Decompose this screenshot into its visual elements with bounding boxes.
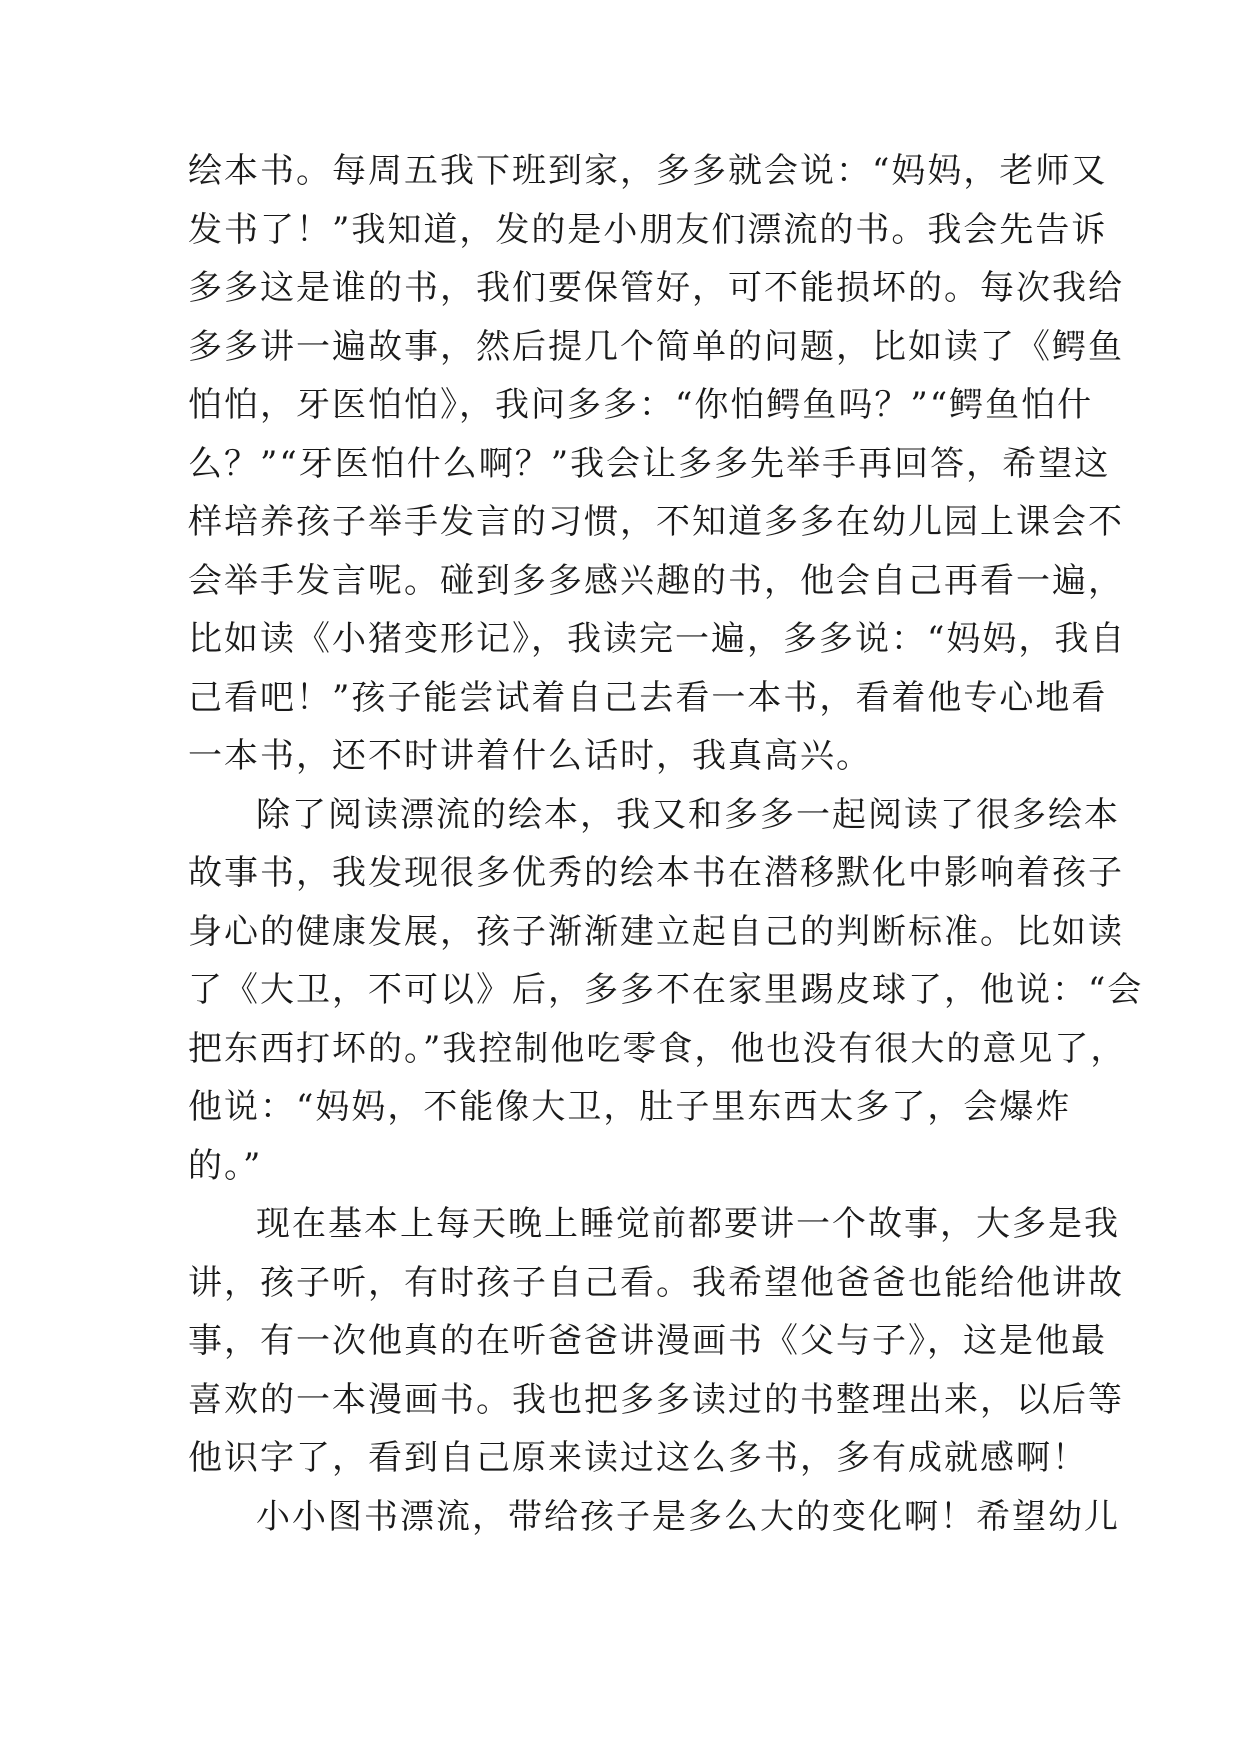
text-line: 怕怕，牙医怕怕》，我问多多：“你怕鳄鱼吗？”“鳄鱼怕什 — [188, 385, 1094, 425]
text-line: 除了阅读漂流的绘本，我又和多多一起阅读了很多绘本 — [256, 794, 1120, 835]
text-line: 么？”“牙医怕什么啊？”我会让多多先举手再回答，希望这 — [188, 443, 1111, 484]
text-line: 绘本书。每周五我下班到家，多多就会说：“妈妈，老师又 — [188, 151, 1108, 191]
body-text — [188, 142, 1144, 1546]
text-line: 讲，孩子听，有时孩子自己看。我希望他爸爸也能给他讲故 — [188, 1262, 1124, 1303]
text-line: 现在基本上每天晚上睡觉前都要讲一个故事，大多是我 — [256, 1204, 1120, 1244]
text-line: 己看吧！”孩子能尝试着自己去看一本书，看着他专心地看 — [188, 677, 1108, 718]
text-line: 把东西打坏的。”我控制他吃零食，他也没有很大的意见了， — [188, 1028, 1127, 1069]
text-line: 比如读《小猪变形记》，我读完一遍，多多说：“妈妈，我自 — [188, 619, 1127, 659]
paragraph — [188, 1488, 1120, 1547]
text-line: 事，有一次他真的在听爸爸讲漫画书《父与子》，这是他最 — [188, 1321, 1107, 1361]
paragraph — [188, 1195, 1124, 1488]
text-line: 会举手发言呢。碰到多多感兴趣的书，他会自己再看一遍， — [188, 560, 1124, 601]
text-line: 他说：“妈妈，不能像大卫，肚子里东西太多了，会爆炸 — [188, 1087, 1072, 1127]
text-line: 一本书，还不时讲着什么话时，我真高兴。 — [188, 736, 872, 776]
text-line: 了《大卫，不可以》后，多多不在家里踢皮球了，他说：“会 — [188, 970, 1144, 1010]
text-line: 喜欢的一本漫画书。我也把多多读过的书整理出来，以后等 — [188, 1379, 1124, 1420]
text-line: 发书了！”我知道，发的是小朋友们漂流的书。我会先告诉 — [188, 209, 1108, 250]
paragraph — [188, 786, 1144, 1196]
text-line: 样培养孩子举手发言的习惯，不知道多多在幼儿园上课会不 — [188, 502, 1124, 542]
text-line: 故事书，我发现很多优秀的绘本书在潜移默化中影响着孩子 — [188, 853, 1124, 893]
paragraph — [188, 142, 1127, 786]
text-line: 多多讲一遍故事，然后提几个简单的问题，比如读了《鳄鱼 — [188, 326, 1124, 367]
text-line: 他识字了，看到自己原来读过这么多书，多有成就感啊！ — [188, 1438, 1088, 1478]
text-line: 多多这是谁的书，我们要保管好，可不能损坏的。每次我给 — [188, 268, 1124, 308]
text-line: 身心的健康发展，孩子渐渐建立起自己的判断标准。比如读 — [188, 911, 1124, 952]
text-line: 小小图书漂流，带给孩子是多么大的变化啊！希望幼儿 — [256, 1496, 1120, 1537]
text-line: 的。” — [188, 1145, 263, 1186]
